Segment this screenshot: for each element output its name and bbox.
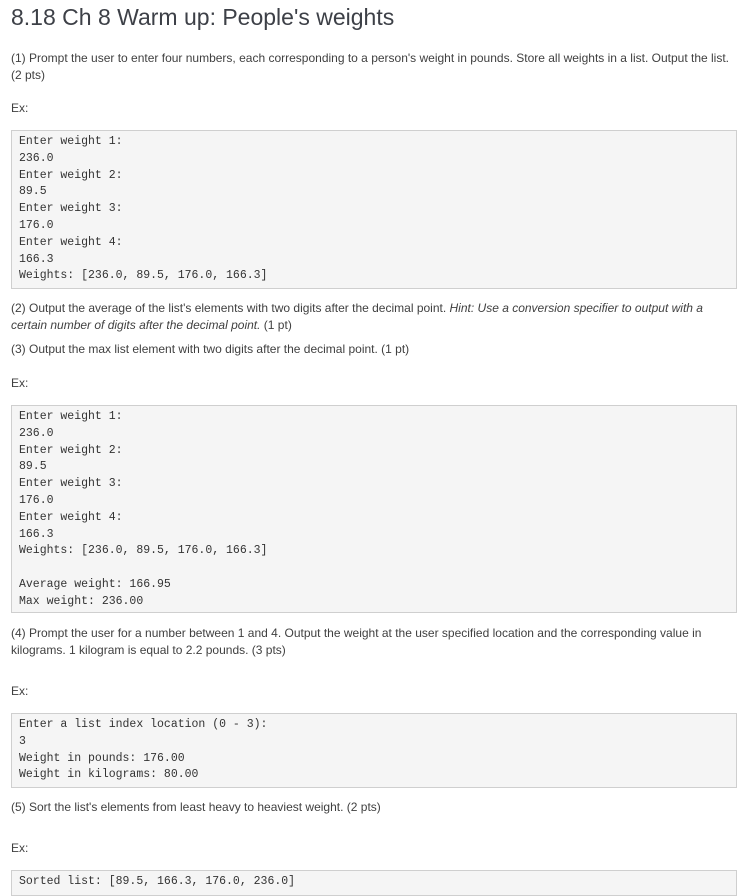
code-line: 166.3 — [19, 527, 54, 541]
example-3-code-block — [11, 713, 737, 788]
page-title: 8.18 Ch 8 Warm up: People's weights — [11, 4, 395, 30]
step-5-instructions: (5) Sort the list's elements from least heavy to heaviest weight. (2 pts) — [11, 800, 381, 814]
example-4-label: Ex: — [11, 841, 29, 855]
code-line: Enter weight 1: — [19, 410, 123, 423]
code-line: Enter a list index location (0 - 3): — [19, 718, 268, 731]
step-2-points: (1 pt) — [260, 318, 292, 332]
step-2-text: (2) Output the average of the list's elements with two digits after the decimal point. — [11, 301, 450, 315]
code-line: 176.0 — [19, 218, 54, 232]
step-2-instructions — [11, 300, 739, 334]
step-4-instructions: (4) Prompt the user for a number between 1 and 4. Output the weight at the user specified location and the corresponding value in kilograms. 1 kilogram is equal to 2.2 pounds. (3 pts) — [11, 626, 702, 657]
code-line: Enter weight 3: — [19, 477, 123, 491]
code-line: 236.0 — [19, 426, 54, 440]
example-1-label: Ex: — [11, 101, 29, 115]
code-line: Sorted list: [89.5, 166.3, 176.0, 236.0] — [19, 875, 296, 888]
code-line: Weight in kilograms: 80.00 — [19, 768, 199, 782]
step-3-instructions: (3) Output the max list element with two digits after the decimal point. (1 pt) — [11, 342, 410, 356]
code-line: Enter weight 1: — [19, 135, 123, 148]
code-line: Enter weight 2: — [19, 168, 123, 182]
code-line: Enter weight 4: — [19, 510, 123, 524]
example-1-code-block — [11, 130, 737, 289]
step-1-instructions: (1) Prompt the user to enter four numbers, each corresponding to a person's weight in pounds. Store all weights in a list. Output the list. (2 pts) — [11, 51, 730, 82]
example-3-label: Ex: — [11, 684, 29, 698]
example-4-code-block — [11, 870, 737, 896]
example-2-code-block — [11, 405, 737, 613]
code-line: Average weight: 166.95 — [19, 577, 171, 591]
code-line: 3 — [19, 734, 26, 748]
example-2-label: Ex: — [11, 376, 29, 390]
code-line: Weights: [236.0, 89.5, 176.0, 166.3] — [19, 269, 268, 283]
code-line: Max weight: 236.00 — [19, 594, 144, 608]
code-line: 166.3 — [19, 252, 54, 266]
code-line: 89.5 — [19, 185, 47, 199]
code-line: 236.0 — [19, 151, 54, 165]
code-line: 89.5 — [19, 460, 47, 474]
code-line: Weights: [236.0, 89.5, 176.0, 166.3] — [19, 544, 268, 558]
code-line: Weight in pounds: 176.00 — [19, 751, 185, 765]
code-line: Enter weight 4: — [19, 235, 123, 249]
code-line: Enter weight 3: — [19, 202, 123, 216]
code-line: 176.0 — [19, 493, 54, 507]
code-blank-line — [19, 560, 729, 577]
step-2-hint: Hint: Use a conversion specifier to output with a certain number of digits after the decimal point. — [11, 301, 703, 332]
code-line: Enter weight 2: — [19, 443, 123, 457]
